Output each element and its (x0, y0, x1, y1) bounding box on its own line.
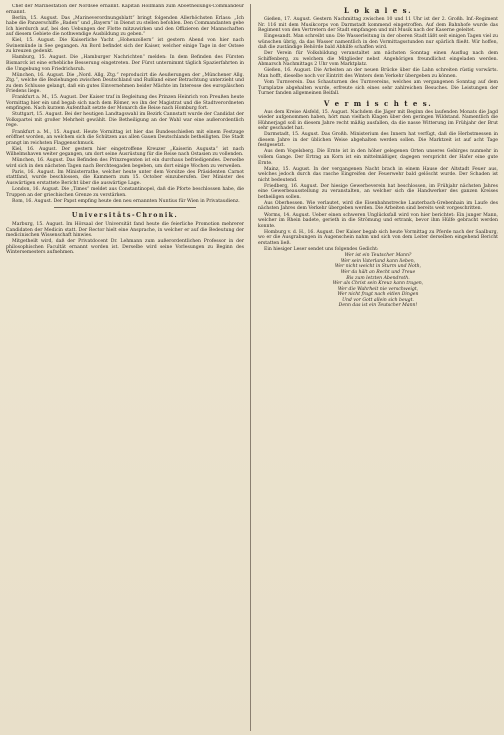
article-paragraph: Eingesandt. Man schreibt uns: Die Wasserleitung in der oberen Stadt läßt seit einigen Tagen viel zu wünschen übrig, da das Wasser namentlich in den Vormittagsstunden nur spärlich fließt. Wir hoffen, daß die zuständige Behörde bald Abhilfe schaffen wird. (258, 34, 498, 51)
article-paragraph: Berlin, 15. August. Das „Marineverordnungsblatt“ bringt folgenden Allerhöchsten Erlass: „Ich habe die Panzerschiffe „Baden“ und „Bayern“ in Dienst zu stellen befohlen. Den Commandanten gebe Ich hierdurch auf, bei den Uebungen der Flotte mitzuwirken und den Offizieren der Mannschaften auf diesem Gebiete die nothwendige Ausbildung zu geben.“ (6, 15, 244, 38)
article-paragraph: Hamburg, 15. August. Die „Hamburger Nachrichten“ melden: In dem Befinden des Fürsten Bismarck ist eine erhebliche Besserung eingetreten. Der Fürst unternimmt täglich Spazierfahrten in die Umgebung von Friedrichsruh. (6, 55, 244, 72)
article-paragraph: Mainz, 15. August. In der vergangenen Nacht brach in einem Hause der Altstadt Feuer aus, welches jedoch durch das rasche Eingreifen der Feuerwehr bald gelöscht wurde. Der Schaden ist nicht bedeutend. (258, 166, 498, 183)
article-paragraph: London, 16. August. Die „Times“ meldet aus Constantinopel, daß die Pforte beschlossen habe, die Truppen an der griechischen Grenze zu verstärken. (6, 187, 244, 198)
article-paragraph: Darmstadt, 15. August. Das Großh. Ministerium des Innern hat verfügt, daß die Herbstmessen in diesem Jahre in der üblichen Weise abgehalten werden sollen. Die Marktzeit ist auf acht Tage festgesetzt. (258, 132, 498, 149)
poem (258, 253, 498, 308)
local-news-heading: L o k a l e s. (343, 6, 413, 15)
article-paragraph: Aus dem Vogelsberg. Die Ernte ist in den höher gelegenen Orten unseres Gebirges nunmehr in vollem Gange. Der Ertrag an Korn ist ein mittelmäßiger, dagegen verspricht der Hafer eine gute Ernte. (258, 149, 498, 166)
poem-line: Bis zum letzten Abendroth. (346, 275, 410, 281)
miscellaneous-heading: V e r m i s c h t e s. (323, 98, 433, 108)
poem-line: Wer nicht weicht in Sturm und Noth, (334, 264, 422, 270)
article-paragraph: München, 16. August. Die „Nord. Allg. Ztg.“ reproducirt die Aeußerungen der „Münchener Allg. Ztg.“, welche die Beziehungen zwischen Deutschland und Rußland einer Betrachtung unterzieht und zu dem Schlusse gelangt, daß ein gutes Einvernehmen beider Mächte im Interesse des europäischen Friedens liege. (6, 72, 244, 95)
article-paragraph: Aus Oberhessen. Wie verlautet, wird die Eisenbahnstrecke Lauterbach-Grebenhain im Laufe des nächsten Jahres dem Verkehr übergeben werden. Die Arbeiten sind bereits weit vorgeschritten. (258, 200, 498, 212)
article-paragraph: Homburg v. d. H., 16. August. Der Kaiser begab sich heute Vormittag zu Pferde nach der Saalburg, wo er die Ausgrabungen in Augenschein nahm und sich von dem Leiter derselben eingehend Bericht erstatten ließ. (258, 229, 498, 246)
section-divider (54, 207, 197, 208)
article-paragraph: Worms, 14. August. Ueber einen schweren Unglücksfall wird von hier berichtet: Ein junger Mann, welcher im Rhein badete, gerieth in die Strömung und ertrank, bevor ihm Hülfe gebracht werden konnte. (258, 212, 498, 229)
article-paragraph: Gießen, 16. August. Die Arbeiten an der neuen Brücke über die Lahn schreiten rüstig vorwärts. Man hofft, dieselbe noch vor Eintritt des Winters dem Verkehr übergeben zu können. (258, 68, 498, 79)
article-paragraph: Frankfurt a. M., 15. August. Heute Vormittag ist hier das Bundesschießen mit einem Festzuge eröffnet worden, an welchem sich die Schützen aus allen Gauen Deutschlands betheiligten. Die Stadt prangt im reichsten Flaggenschmuck. (6, 129, 244, 146)
poem-line: Wer die Wahrheit nie verschweigt, (337, 286, 419, 292)
article-paragraph: Frankfurt a. M., 15. August. Der Kaiser traf in Begleitung des Prinzen Heinrich von Preußen heute Vormittag hier ein und begab sich nach dem Römer, wo ihn der Magistrat und die Stadtverordneten empfingen. Nach kurzem Aufenthalt setzte der Monarch die Reise nach Homburg fort. (6, 95, 244, 112)
poem-line: Wer da hält an Recht und Treue (340, 269, 416, 275)
article-paragraph: Kiel, 16. August. Der gestern hier eingetroffene Kreuzer „Kaiserin Augusta“ ist nach Wilhelmshaven weiter gegangen, um dort seine Ausrüstung für die Reise nach Ostasien zu vollenden. (6, 146, 244, 158)
miscellaneous-section (258, 110, 498, 247)
university-chronicle-heading: Universitäts-Chronik. (71, 212, 179, 220)
article-paragraph: Gießen, 17. August. Gestern Nachmittag zwischen 10 und 11 Uhr ist der 2. Großh. Inf.-Regiment Nr. 116 mit dem Musikcorps von Darmstadt kommend eingetroffen. Auf dem Bahnhofe wurde das Regiment von den Vertretern der Stadt empfangen und mit Musik nach der Kaserne geleitet. (258, 17, 498, 34)
article-paragraph: Rom, 16. August. Der Papst empfing heute den neu ernannten Nuntius für Wien in Privataudienz. (12, 198, 240, 204)
article-paragraph: Marburg, 15. August. Im Hörsaal der Universität fand heute die feierliche Promotion mehrerer Candidaten der Medicin statt. Der Rector hielt eine Ansprache, in welcher er auf die Bedeutung der medicinischen Wissenschaft hinwies. (6, 222, 244, 239)
left-news-section (6, 4, 244, 204)
right-column (258, 4, 498, 731)
article-paragraph: Der Verein für Volksbildung veranstaltet am nächsten Sonntag einen Ausflug nach dem Schiffenberg, zu welchem die Mitglieder nebst Angehörigen freundlichst eingeladen werden. Abmarsch Nachmittags 2 Uhr vom Marktplatz. (258, 51, 498, 68)
article-paragraph: Aus dem Kreise Alsfeld, 15. August. Nachdem die Jäger mit Beginn des laufenden Monats die Jagd wieder aufgenommen haben, hört man vielfach Klagen über den geringen Wildstand. Namentlich die Hühnerjagd soll in diesem Jahre recht mäßig ausfallen, da die nasse Witterung im Frühjahr der Brut sehr geschadet hat. (258, 109, 498, 132)
article-paragraph: München, 16. August. Das Befinden des Prinzregenten ist ein durchaus befriedigendes. Derselbe wird sich in den nächsten Tagen nach Berchtesgaden begeben, um dort einige Wochen zu verweilen. (6, 158, 244, 169)
article-paragraph: Kiel, 15. August. Die Kaiserliche Yacht „Hohenzollern“ ist gestern Abend von hier nach Swinemünde in See gegangen. An Bord befindet sich der Kaiser, welcher einige Tage in der Ostsee zu kreuzen gedenkt. (6, 38, 244, 55)
poem-intro: Ein hiesiger Leser sendet uns folgendes Gedicht: (264, 246, 379, 252)
column-rule (250, 4, 251, 731)
article-paragraph: Stuttgart, 15. August. Bei der heutigen Landtagswahl im Bezirk Cannstatt wurde der Candidat der Volkspartei mit großer Mehrheit gewählt. Die Betheiligung an der Wahl war eine außerordentlich rege. (6, 112, 244, 129)
poem-line: Wer sein Vaterland kann lieben, (340, 258, 416, 264)
article-paragraph: Paris, 16. August. Im Ministerrathe, welcher heute unter dem Vorsitze des Präsidenten Carnot stattfand, wurde beschlossen, die Kammern zum 15. October einzuberufen. Der Minister des Auswärtigen erstattete Bericht über die auswärtige Lage. (6, 169, 244, 186)
poem-line: Denn das ist ein Teutscher Mann! (338, 303, 418, 309)
article-paragraph: Vom Turnverein. Das Schauturnen des Turnvereins, welches am vergangenen Sonntag auf dem Turnplatze abgehalten wurde, erfreute sich eines sehr zahlreichen Besuches. Die Leistungen der Turner fanden allgemeinen Beifall. (258, 80, 498, 97)
article-paragraph: Chef der Marinestation der Nordsee ernannt. Kapitän Hollmann zum Aboetheilungs-Commandeur ernannt. (6, 4, 244, 15)
local-news-section (258, 17, 498, 97)
university-chronicle-section (6, 222, 244, 256)
article-paragraph: Mitgetheilt wird, daß der Privatdocent Dr. Lehmann zum außerordentlichen Professor in der philosophischen Facultät ernannt worden ist. Derselbe wird seine Vorlesungen zu Beginn des Wintersemesters aufnehmen. (6, 239, 244, 256)
left-column (6, 4, 244, 731)
article-paragraph: Friedberg, 16. August. Der hiesige Gewerbeverein hat beschlossen, im Frühjahr nächsten Jahres eine Gewerbeausstellung zu veranstalten, an welcher sich die Handwerker des ganzen Kreises betheiligen sollen. (258, 183, 498, 200)
poem-line: Wer als Christ sein Kreuz kann tragen, (332, 281, 424, 287)
poem-line: Und vor Gott allein sich beugt. (342, 297, 414, 303)
poem-line: Wer ist ein Teutscher Mann? (344, 253, 412, 259)
poem-line: Wer nicht fragt nach eitlen Dingen (337, 292, 419, 298)
